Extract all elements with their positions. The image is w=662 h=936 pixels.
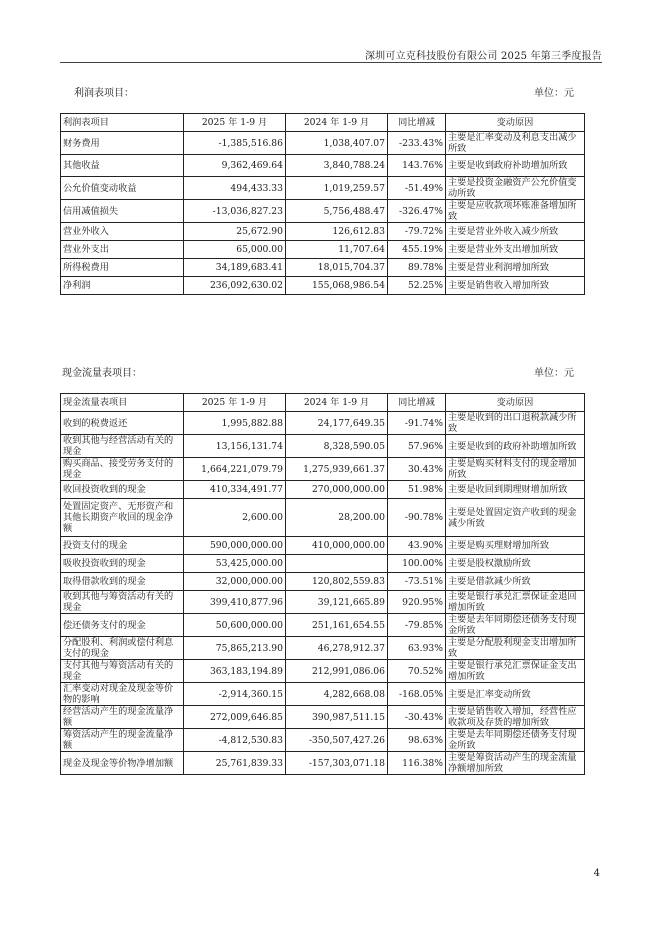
item-name-cell: 取得借款收到的现金 bbox=[61, 573, 184, 591]
item-name-cell: 所得税费用 bbox=[61, 259, 184, 277]
item-name-cell: 汇率变动对现金及现金等价物的影响 bbox=[61, 683, 184, 706]
reason-cell: 主要是借款减少所致 bbox=[446, 573, 585, 591]
reason-cell: 主要是股权激励所致 bbox=[446, 555, 585, 573]
reason-cell: 主要是购买材料支付的现金增加所致 bbox=[446, 458, 585, 481]
item-name-cell: 收回投资收到的现金 bbox=[61, 481, 184, 499]
value-2025-cell: 2,600.00 bbox=[184, 499, 286, 537]
column-header-2025: 2025 年 1-9 月 bbox=[184, 394, 286, 412]
table-row bbox=[61, 155, 585, 177]
table-row bbox=[61, 458, 585, 481]
value-2024-cell: 390,987,511.15 bbox=[286, 706, 388, 729]
value-2024-cell: 120,802,559.83 bbox=[286, 573, 388, 591]
table-row bbox=[61, 177, 585, 200]
item-name-cell: 偿还债务支付的现金 bbox=[61, 614, 184, 637]
value-2025-cell: 34,189,683.41 bbox=[184, 259, 286, 277]
yoy-change-cell: -91.74% bbox=[388, 412, 446, 435]
yoy-change-cell: 100.00% bbox=[388, 555, 446, 573]
table-row bbox=[61, 752, 585, 775]
yoy-change-cell: 116.38% bbox=[388, 752, 446, 775]
profit-table bbox=[60, 113, 585, 295]
value-2025-cell: 25,672.90 bbox=[184, 223, 286, 241]
value-2024-cell: 4,282,668.08 bbox=[286, 683, 388, 706]
reason-cell: 主要是分配股利现金支出增加所致 bbox=[446, 637, 585, 660]
table-row bbox=[61, 637, 585, 660]
value-2024-cell: 46,278,912.37 bbox=[286, 637, 388, 660]
reason-cell: 主要是购买理财增加所致 bbox=[446, 537, 585, 555]
table-row bbox=[61, 241, 585, 259]
report-header-title: 深圳可立克科技股份有限公司 2025 年第三季度报告 bbox=[364, 51, 602, 62]
value-2024-cell: -350,507,427.26 bbox=[286, 729, 388, 752]
value-2025-cell: 399,410,877.96 bbox=[184, 591, 286, 614]
item-name-cell: 财务费用 bbox=[61, 132, 184, 155]
column-header-item: 现金流量表项目 bbox=[61, 394, 184, 412]
value-2024-cell: 155,068,986.54 bbox=[286, 277, 388, 295]
reason-cell: 主要是去年同期偿还债务支付现金所致 bbox=[446, 729, 585, 752]
table-row bbox=[61, 555, 585, 573]
reason-cell: 主要是销售收入增加所致 bbox=[446, 277, 585, 295]
column-header-reason: 变动原因 bbox=[446, 114, 585, 132]
item-name-cell: 经营活动产生的现金流量净额 bbox=[61, 706, 184, 729]
table-row bbox=[61, 660, 585, 683]
item-name-cell: 营业外收入 bbox=[61, 223, 184, 241]
value-2024-cell: 212,991,086.06 bbox=[286, 660, 388, 683]
yoy-change-cell: -79.85% bbox=[388, 614, 446, 637]
page-number: 4 bbox=[593, 868, 600, 879]
column-header-yoy: 同比增减 bbox=[388, 114, 446, 132]
table-row bbox=[61, 614, 585, 637]
table-row bbox=[61, 132, 585, 155]
yoy-change-cell: -30.43% bbox=[388, 706, 446, 729]
value-2025-cell: 1,995,882.88 bbox=[184, 412, 286, 435]
value-2025-cell: 65,000.00 bbox=[184, 241, 286, 259]
value-2025-cell: 363,183,194.89 bbox=[184, 660, 286, 683]
reason-cell: 主要是处置固定资产收到的现金减少所致 bbox=[446, 499, 585, 537]
yoy-change-cell: -79.72% bbox=[388, 223, 446, 241]
value-2025-cell: 590,000,000.00 bbox=[184, 537, 286, 555]
reason-cell: 主要是投资金融资产公允价值变动所致 bbox=[446, 177, 585, 200]
profit-section-label: 利润表项目： bbox=[74, 88, 134, 99]
yoy-change-cell: 63.93% bbox=[388, 637, 446, 660]
value-2024-cell: 8,328,590.05 bbox=[286, 435, 388, 458]
column-header-reason: 变动原因 bbox=[446, 394, 585, 412]
reason-cell: 主要是营业外支出增加所致 bbox=[446, 241, 585, 259]
table-row bbox=[61, 573, 585, 591]
item-name-cell: 现金及现金等价物净增加额 bbox=[61, 752, 184, 775]
value-2025-cell: 75,865,213.90 bbox=[184, 637, 286, 660]
header-divider bbox=[60, 62, 602, 63]
value-2024-cell: -157,303,071.18 bbox=[286, 752, 388, 775]
yoy-change-cell: 455.19% bbox=[388, 241, 446, 259]
value-2024-cell: 1,019,259.57 bbox=[286, 177, 388, 200]
value-2024-cell: 5,756,488.47 bbox=[286, 200, 388, 223]
value-2025-cell: -13,036,827.23 bbox=[184, 200, 286, 223]
reason-cell: 主要是筹资活动产生的现金流量净额增加所致 bbox=[446, 752, 585, 775]
value-2025-cell: 13,156,131.74 bbox=[184, 435, 286, 458]
value-2025-cell: 9,362,469.64 bbox=[184, 155, 286, 177]
item-name-cell: 公允价值变动收益 bbox=[61, 177, 184, 200]
column-header-2025: 2025 年 1-9 月 bbox=[184, 114, 286, 132]
value-2024-cell: 28,200.00 bbox=[286, 499, 388, 537]
yoy-change-cell: 57.96% bbox=[388, 435, 446, 458]
value-2025-cell: 50,600,000.00 bbox=[184, 614, 286, 637]
value-2025-cell: 25,761,839.33 bbox=[184, 752, 286, 775]
item-name-cell: 收到的税费返还 bbox=[61, 412, 184, 435]
profit-unit-label: 单位：元 bbox=[534, 88, 574, 99]
value-2025-cell: -4,812,530.83 bbox=[184, 729, 286, 752]
reason-cell: 主要是收回到期理财增加所致 bbox=[446, 481, 585, 499]
table-row bbox=[61, 259, 585, 277]
value-2024-cell: 1,038,407.07 bbox=[286, 132, 388, 155]
value-2025-cell: 494,433.33 bbox=[184, 177, 286, 200]
table-row bbox=[61, 683, 585, 706]
item-name-cell: 收到其他与经营活动有关的现金 bbox=[61, 435, 184, 458]
cashflow-table bbox=[60, 393, 585, 775]
table-row bbox=[61, 537, 585, 555]
item-name-cell: 购买商品、接受劳务支付的现金 bbox=[61, 458, 184, 481]
yoy-change-cell: 70.52% bbox=[388, 660, 446, 683]
reason-cell: 主要是去年同期偿还债务支付现金所致 bbox=[446, 614, 585, 637]
table-row bbox=[61, 706, 585, 729]
table-row bbox=[61, 729, 585, 752]
value-2024-cell: 39,121,665.89 bbox=[286, 591, 388, 614]
yoy-change-cell: -233.43% bbox=[388, 132, 446, 155]
value-2024-cell: 126,612.83 bbox=[286, 223, 388, 241]
item-name-cell: 收到其他与筹资活动有关的现金 bbox=[61, 591, 184, 614]
profit-table-header-row bbox=[61, 114, 585, 132]
item-name-cell: 处置固定资产、无形资产和其他长期资产收回的现金净额 bbox=[61, 499, 184, 537]
reason-cell: 主要是应收款项坏账准备增加所致 bbox=[446, 200, 585, 223]
item-name-cell: 其他收益 bbox=[61, 155, 184, 177]
value-2024-cell: 11,707.64 bbox=[286, 241, 388, 259]
value-2024-cell: 410,000,000.00 bbox=[286, 537, 388, 555]
value-2025-cell: 410,334,491.77 bbox=[184, 481, 286, 499]
yoy-change-cell: 89.78% bbox=[388, 259, 446, 277]
item-name-cell: 分配股利、利润或偿付利息支付的现金 bbox=[61, 637, 184, 660]
reason-cell: 主要是营业外收入减少所致 bbox=[446, 223, 585, 241]
table-row bbox=[61, 200, 585, 223]
table-row bbox=[61, 412, 585, 435]
column-header-yoy: 同比增减 bbox=[388, 394, 446, 412]
yoy-change-cell: -326.47% bbox=[388, 200, 446, 223]
table-row bbox=[61, 499, 585, 537]
table-row bbox=[61, 223, 585, 241]
item-name-cell: 支付其他与筹资活动有关的现金 bbox=[61, 660, 184, 683]
yoy-change-cell: -168.05% bbox=[388, 683, 446, 706]
value-2024-cell bbox=[286, 555, 388, 573]
item-name-cell: 吸收投资收到的现金 bbox=[61, 555, 184, 573]
item-name-cell: 净利润 bbox=[61, 277, 184, 295]
reason-cell: 主要是收到的出口退税款减少所致 bbox=[446, 412, 585, 435]
reason-cell: 主要是汇率变动所致 bbox=[446, 683, 585, 706]
value-2024-cell: 270,000,000.00 bbox=[286, 481, 388, 499]
value-2025-cell: 1,664,221,079.79 bbox=[184, 458, 286, 481]
table-row bbox=[61, 591, 585, 614]
value-2025-cell: -1,385,516.86 bbox=[184, 132, 286, 155]
value-2025-cell: 53,425,000.00 bbox=[184, 555, 286, 573]
column-header-2024: 2024 年 1-9 月 bbox=[286, 394, 388, 412]
cashflow-section-label: 现金流量表项目： bbox=[62, 368, 142, 379]
reason-cell: 主要是销售收入增加，经营性应收款项及存货的增加所致 bbox=[446, 706, 585, 729]
item-name-cell: 营业外支出 bbox=[61, 241, 184, 259]
value-2024-cell: 18,015,704.37 bbox=[286, 259, 388, 277]
item-name-cell: 信用减值损失 bbox=[61, 200, 184, 223]
cashflow-table-header-row bbox=[61, 394, 585, 412]
column-header-item: 利润表项目 bbox=[61, 114, 184, 132]
yoy-change-cell: 98.63% bbox=[388, 729, 446, 752]
reason-cell: 主要是银行承兑汇票保证金支出增加所致 bbox=[446, 660, 585, 683]
reason-cell: 主要是收到政府补助增加所致 bbox=[446, 155, 585, 177]
column-header-2024: 2024 年 1-9 月 bbox=[286, 114, 388, 132]
cashflow-unit-label: 单位：元 bbox=[534, 368, 574, 379]
reason-cell: 主要是汇率变动及利息支出减少所致 bbox=[446, 132, 585, 155]
value-2024-cell: 1,275,939,661.37 bbox=[286, 458, 388, 481]
yoy-change-cell: -73.51% bbox=[388, 573, 446, 591]
yoy-change-cell: 143.76% bbox=[388, 155, 446, 177]
reason-cell: 主要是营业利润增加所致 bbox=[446, 259, 585, 277]
value-2024-cell: 251,161,654.55 bbox=[286, 614, 388, 637]
yoy-change-cell: 52.25% bbox=[388, 277, 446, 295]
value-2025-cell: 272,009,646.85 bbox=[184, 706, 286, 729]
yoy-change-cell: -90.78% bbox=[388, 499, 446, 537]
value-2025-cell: 236,092,630.02 bbox=[184, 277, 286, 295]
value-2024-cell: 24,177,649.35 bbox=[286, 412, 388, 435]
yoy-change-cell: 30.43% bbox=[388, 458, 446, 481]
item-name-cell: 投资支付的现金 bbox=[61, 537, 184, 555]
yoy-change-cell: 43.90% bbox=[388, 537, 446, 555]
yoy-change-cell: -51.49% bbox=[388, 177, 446, 200]
table-row bbox=[61, 435, 585, 458]
reason-cell: 主要是收到的政府补助增加所致 bbox=[446, 435, 585, 458]
table-row bbox=[61, 277, 585, 295]
table-row bbox=[61, 481, 585, 499]
value-2025-cell: -2,914,360.15 bbox=[184, 683, 286, 706]
yoy-change-cell: 51.98% bbox=[388, 481, 446, 499]
value-2025-cell: 32,000,000.00 bbox=[184, 573, 286, 591]
item-name-cell: 筹资活动产生的现金流量净额 bbox=[61, 729, 184, 752]
yoy-change-cell: 920.95% bbox=[388, 591, 446, 614]
reason-cell: 主要是银行承兑汇票保证金退回增加所致 bbox=[446, 591, 585, 614]
value-2024-cell: 3,840,788.24 bbox=[286, 155, 388, 177]
